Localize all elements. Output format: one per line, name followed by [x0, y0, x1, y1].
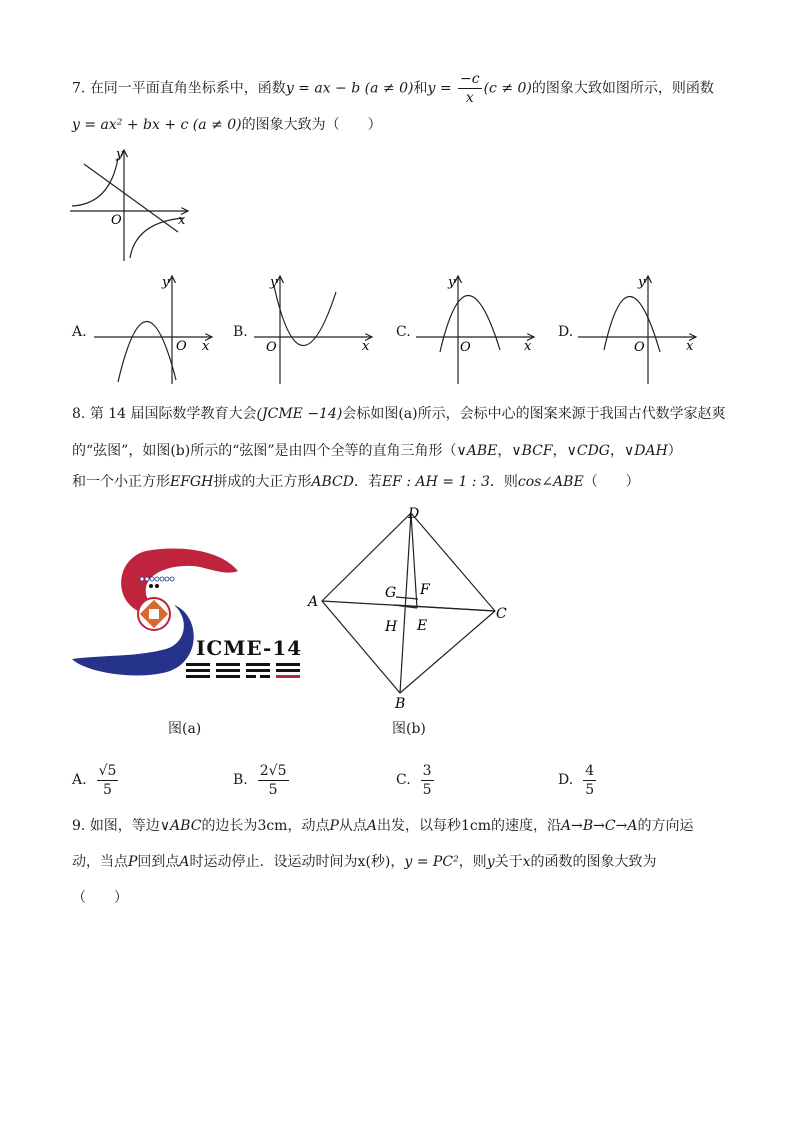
q8-option-d-fraction: [583, 764, 596, 797]
q7-option-d-label: D.: [558, 324, 574, 340]
q7-line2: [72, 114, 382, 136]
q7-formula-inverse-cond: (c ≠ 0): [483, 80, 532, 97]
logo-red-swirl: [121, 548, 238, 613]
axis-label-x: x: [178, 213, 186, 228]
hyperbola-lower-right: [130, 218, 184, 258]
q7-formula-linear: y = ax − b (a ≠ 0): [285, 80, 414, 97]
q8-option-c: [396, 760, 434, 800]
q8-sep: ，: [497, 443, 512, 459]
figure-a-caption: 图(a): [168, 721, 202, 737]
q7-given-figure: [66, 146, 196, 266]
logo-text: ICME-14: [196, 636, 303, 660]
q9-point-p: P: [329, 818, 339, 834]
q8-text-d: ）: [667, 443, 682, 459]
q9-text-c: ，动点: [287, 818, 330, 834]
axis-label-y: y: [638, 275, 646, 290]
q7-fraction: [458, 72, 482, 105]
q9-number: 9.: [72, 818, 86, 834]
origin-label: O: [266, 340, 277, 355]
fraction-denominator: 5: [585, 781, 595, 798]
q8-line3: [72, 471, 640, 493]
q8-conference-code: (JCME −14): [256, 406, 343, 422]
q7-line1: [72, 71, 714, 106]
fraction-denominator: 5: [103, 781, 112, 798]
q8-ratio: EF : AH = 1 : 3: [381, 474, 490, 490]
point-label-A: A: [308, 594, 319, 610]
icme14-logo: [70, 543, 310, 683]
q9-text-j: 时运动停止．设运动时间为: [189, 854, 358, 870]
q8-sep: ，: [552, 443, 567, 459]
point-label-B: B: [395, 696, 406, 712]
point-label-F: F: [420, 582, 430, 598]
q8-triangle-3: ∨CDG: [566, 443, 610, 459]
segment-GF: [396, 597, 418, 599]
origin-label: O: [176, 339, 187, 354]
logo-bars: [186, 663, 300, 678]
axis-label-y: y: [448, 275, 456, 290]
axis-label-y: y: [270, 275, 278, 290]
q8-line1: [72, 403, 726, 425]
axis-label-x: x: [686, 339, 694, 354]
q8-big-square: ABCD: [311, 474, 354, 490]
point-label-G: G: [385, 585, 397, 601]
q8-triangle-1: ∨ABE: [456, 443, 498, 459]
q9-line2: [72, 851, 657, 873]
q9-text-d: 从点: [338, 818, 367, 834]
q9-text-n: 的函数的图象大致为: [530, 854, 657, 870]
axis-label-y: y: [116, 147, 124, 162]
logo-black-dot: [149, 584, 153, 588]
q8-text-h: ．则: [489, 474, 518, 490]
q9-line3: （ ）: [72, 890, 128, 906]
q7-option-c-graph: [414, 272, 539, 387]
q9-side-length: 3cm: [257, 818, 288, 834]
fraction-denominator: 5: [422, 781, 432, 798]
q7-fraction-denominator: x: [465, 90, 474, 106]
q7-fraction-numerator: −c: [460, 71, 480, 87]
q8-option-a-fraction: [97, 764, 119, 797]
q8-option-a-label: A.: [72, 772, 87, 788]
axis-label-x: x: [362, 339, 370, 354]
q8-option-c-fraction: [421, 764, 434, 797]
q8-option-a: [72, 760, 118, 800]
q9-var-y: y: [486, 854, 495, 870]
q8-option-d-label: D.: [558, 772, 574, 788]
q7-option-b-graph: [252, 272, 377, 387]
axis-label-x: x: [202, 339, 210, 354]
logo-center-inner: [149, 609, 159, 619]
q7-option-c-label: C.: [396, 324, 411, 340]
q8-option-b-fraction: [258, 764, 289, 797]
logo-blue-swirl: [72, 605, 194, 675]
segment-DE: [411, 513, 417, 608]
logo-black-dot: [155, 584, 159, 588]
point-label-C: C: [496, 606, 507, 622]
q8-number: 8.: [72, 406, 86, 422]
q7-option-d-graph: [576, 272, 701, 387]
q9-text-m: 关于: [494, 854, 523, 870]
segment-BG: [400, 513, 411, 693]
q9-text-e: 出发，以每秒: [377, 818, 462, 834]
q8-option-c-label: C.: [396, 772, 411, 788]
q8-text-e: 和一个小正方形: [72, 474, 170, 490]
q9-text-f: 的速度，沿: [491, 818, 562, 834]
point-label-H: H: [385, 619, 398, 635]
q7-text-a: 在同一平面直角坐标系中，函数: [89, 80, 286, 97]
q9-var-x: x: [522, 854, 531, 870]
q9-function: y = PC²: [404, 854, 459, 870]
q9-var-x: x: [357, 854, 366, 870]
q8-small-square: EFGH: [170, 474, 214, 490]
fraction-numerator: 2√5: [259, 762, 287, 779]
q9-point-a: A: [179, 854, 190, 870]
q7-option-b-label: B.: [233, 324, 248, 340]
q8-text-c: 的“弦图”，如图(b)所示的“弦图”是由四个全等的直角三角形（: [72, 443, 457, 459]
q9-text-k: (秒)，: [365, 854, 405, 870]
q8-sep: ，: [610, 443, 624, 459]
origin-label: O: [460, 340, 471, 355]
q9-text-a: 如图，等边: [89, 818, 160, 834]
q9-point-p: P: [128, 854, 138, 870]
q8-text-g: ．若: [353, 474, 382, 490]
q7-text-b: 和: [413, 80, 428, 97]
q9-triangle: ∨ABC: [159, 818, 202, 834]
q8-triangle-2: ∨BCF: [511, 443, 553, 459]
q9-text-h: 动，当点: [72, 854, 128, 870]
q8-cos-expression: cos∠ABE: [517, 474, 584, 490]
q8-option-b-label: B.: [233, 772, 248, 788]
q8-text-i: （ ）: [583, 474, 640, 490]
q7-formula-quadratic: y = ax² + bx + c (a ≠ 0): [72, 117, 242, 133]
q9-text-l: ，则: [458, 854, 487, 870]
q8-option-b: [233, 760, 289, 800]
q8-text-f: 拼成的大正方形: [213, 474, 312, 490]
segment-CH: [394, 605, 495, 611]
q8-text-b: 会标如图(a)所示，会标中心的图案来源于我国古代数学家赵爽: [342, 406, 726, 422]
parabola: [118, 321, 176, 382]
q9-text-b: 的边长为: [201, 818, 258, 834]
q8-text-a: 第 14 届国际数学教育大会: [89, 406, 257, 422]
q7-text-end: 的图象大致为（ ）: [241, 117, 382, 133]
q7-option-a-graph: [92, 272, 217, 387]
q9-speed: 1cm: [461, 818, 492, 834]
q9-path: A→B→C→A: [561, 818, 638, 834]
logo-dots: [140, 577, 174, 581]
axis-label-x: x: [524, 339, 532, 354]
origin-label: O: [634, 340, 645, 355]
q8-option-d: [558, 760, 596, 800]
axis-label-y: y: [162, 275, 170, 290]
q9-text-g: 的方向运: [637, 818, 694, 834]
q9-line1: [72, 815, 693, 837]
q8-line2: [72, 440, 682, 462]
point-label-E: E: [417, 618, 428, 634]
fraction-numerator: 3: [422, 762, 432, 779]
fraction-numerator: 4: [585, 762, 595, 779]
figure-b-caption: 图(b): [392, 721, 426, 737]
xiantu-diagram: [300, 500, 520, 715]
origin-label: O: [111, 213, 122, 228]
q7-option-a-label: A.: [72, 324, 87, 340]
point-label-D: D: [408, 506, 420, 522]
fraction-denominator: 5: [268, 781, 278, 798]
fraction-numerator: √5: [98, 762, 117, 779]
hyperbola-upper-left: [72, 158, 118, 206]
q8-triangle-4: ∨DAH: [624, 443, 668, 459]
q7-text-c: 的图象大致如图所示，则函数: [531, 80, 714, 97]
q7-number: 7.: [72, 80, 86, 97]
q9-point-a: A: [366, 818, 378, 834]
parabola: [604, 296, 660, 352]
q9-text-i: 回到点: [137, 854, 180, 870]
q7-formula-inverse-left: y =: [427, 80, 452, 97]
